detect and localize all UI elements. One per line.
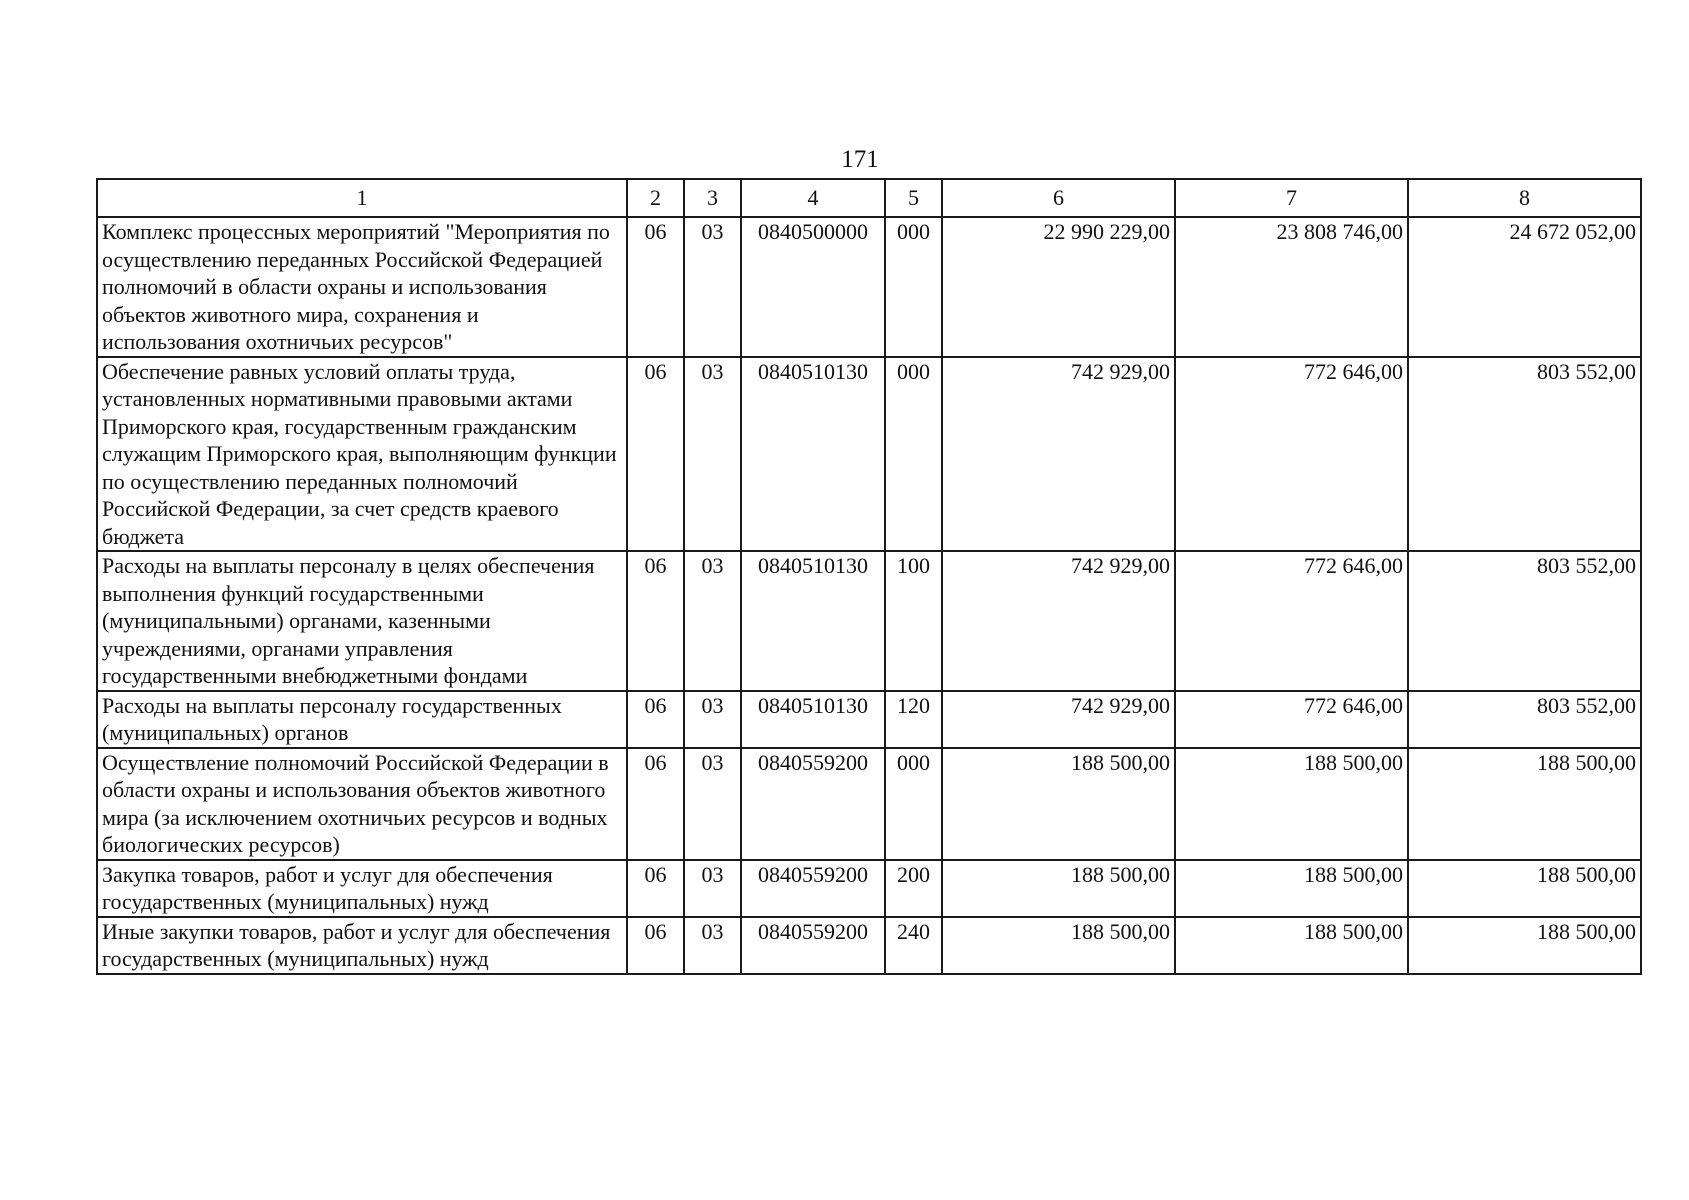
row-amount-col7: 188 500,00 bbox=[1175, 860, 1408, 917]
row-expense-type-code: 240 bbox=[885, 917, 942, 974]
row-amount-col6: 188 500,00 bbox=[942, 917, 1175, 974]
table-row bbox=[97, 860, 1641, 917]
header-row bbox=[97, 179, 1641, 217]
column-header-7: 7 bbox=[1175, 179, 1408, 217]
row-target-article-code: 0840510130 bbox=[741, 357, 885, 552]
row-name: Иные закупки товаров, работ и услуг для обеспечения государственных (муниципальных) нужд bbox=[97, 917, 627, 974]
row-amount-col6: 188 500,00 bbox=[942, 860, 1175, 917]
row-target-article-code: 0840500000 bbox=[741, 217, 885, 357]
row-section-code: 06 bbox=[627, 860, 684, 917]
row-subsection-code: 03 bbox=[684, 357, 741, 552]
row-amount-col7: 23 808 746,00 bbox=[1175, 217, 1408, 357]
row-subsection-code: 03 bbox=[684, 860, 741, 917]
row-amount-col7: 772 646,00 bbox=[1175, 691, 1408, 748]
budget-table bbox=[96, 178, 1642, 975]
row-name: Осуществление полномочий Российской Федерации в области охраны и использования объектов животного мира (за исключением охотничьих ресурсов и водных биологических ресурсов) bbox=[97, 748, 627, 860]
row-amount-col8: 803 552,00 bbox=[1408, 551, 1641, 691]
row-amount-col8: 188 500,00 bbox=[1408, 748, 1641, 860]
row-amount-col8: 188 500,00 bbox=[1408, 860, 1641, 917]
table-row bbox=[97, 217, 1641, 357]
column-header-1: 1 bbox=[97, 179, 627, 217]
table-row bbox=[97, 917, 1641, 974]
row-name: Закупка товаров, работ и услуг для обеспечения государственных (муниципальных) нужд bbox=[97, 860, 627, 917]
row-amount-col6: 22 990 229,00 bbox=[942, 217, 1175, 357]
row-section-code: 06 bbox=[627, 551, 684, 691]
row-subsection-code: 03 bbox=[684, 217, 741, 357]
table-row bbox=[97, 748, 1641, 860]
row-amount-col7: 772 646,00 bbox=[1175, 357, 1408, 552]
column-header-2: 2 bbox=[627, 179, 684, 217]
column-header-3: 3 bbox=[684, 179, 741, 217]
row-target-article-code: 0840510130 bbox=[741, 551, 885, 691]
row-subsection-code: 03 bbox=[684, 917, 741, 974]
row-name: Расходы на выплаты персоналу в целях обеспечения выполнения функций государственными (муниципальными) органами, казенными учреждениями, органами управления государственными внебюджетными фондами bbox=[97, 551, 627, 691]
row-expense-type-code: 100 bbox=[885, 551, 942, 691]
row-amount-col8: 24 672 052,00 bbox=[1408, 217, 1641, 357]
column-header-4: 4 bbox=[741, 179, 885, 217]
row-amount-col6: 742 929,00 bbox=[942, 357, 1175, 552]
row-section-code: 06 bbox=[627, 357, 684, 552]
row-section-code: 06 bbox=[627, 748, 684, 860]
table-header bbox=[97, 179, 1641, 217]
row-section-code: 06 bbox=[627, 691, 684, 748]
row-amount-col8: 188 500,00 bbox=[1408, 917, 1641, 974]
row-section-code: 06 bbox=[627, 917, 684, 974]
table-row bbox=[97, 551, 1641, 691]
row-subsection-code: 03 bbox=[684, 551, 741, 691]
row-target-article-code: 0840559200 bbox=[741, 748, 885, 860]
table-row bbox=[97, 691, 1641, 748]
row-amount-col7: 188 500,00 bbox=[1175, 917, 1408, 974]
row-amount-col6: 188 500,00 bbox=[942, 748, 1175, 860]
row-amount-col8: 803 552,00 bbox=[1408, 691, 1641, 748]
row-target-article-code: 0840559200 bbox=[741, 917, 885, 974]
row-amount-col8: 803 552,00 bbox=[1408, 357, 1641, 552]
column-header-8: 8 bbox=[1408, 179, 1641, 217]
row-section-code: 06 bbox=[627, 217, 684, 357]
page-number: 171 bbox=[841, 146, 879, 173]
table-body bbox=[97, 217, 1641, 974]
row-amount-col7: 772 646,00 bbox=[1175, 551, 1408, 691]
table-row bbox=[97, 357, 1641, 552]
row-target-article-code: 0840559200 bbox=[741, 860, 885, 917]
column-header-6: 6 bbox=[942, 179, 1175, 217]
row-subsection-code: 03 bbox=[684, 748, 741, 860]
row-name: Расходы на выплаты персоналу государственных (муниципальных) органов bbox=[97, 691, 627, 748]
row-amount-col7: 188 500,00 bbox=[1175, 748, 1408, 860]
row-expense-type-code: 120 bbox=[885, 691, 942, 748]
column-header-5: 5 bbox=[885, 179, 942, 217]
row-amount-col6: 742 929,00 bbox=[942, 551, 1175, 691]
row-expense-type-code: 000 bbox=[885, 357, 942, 552]
row-expense-type-code: 000 bbox=[885, 217, 942, 357]
row-subsection-code: 03 bbox=[684, 691, 741, 748]
row-name: Обеспечение равных условий оплаты труда, установленных нормативными правовыми актами Приморского края, государственным гражданским служащим Приморского края, выполняющим функции по осуществлению переданных полномочий Российской Федерации, за счет средств краевого бюджета bbox=[97, 357, 627, 552]
row-expense-type-code: 000 bbox=[885, 748, 942, 860]
row-target-article-code: 0840510130 bbox=[741, 691, 885, 748]
row-name: Комплекс процессных мероприятий "Мероприятия по осуществлению переданных Российской Федерацией полномочий в области охраны и использования объектов животного мира, сохранения и использования охотничьих ресурсов" bbox=[97, 217, 627, 357]
row-expense-type-code: 200 bbox=[885, 860, 942, 917]
row-amount-col6: 742 929,00 bbox=[942, 691, 1175, 748]
